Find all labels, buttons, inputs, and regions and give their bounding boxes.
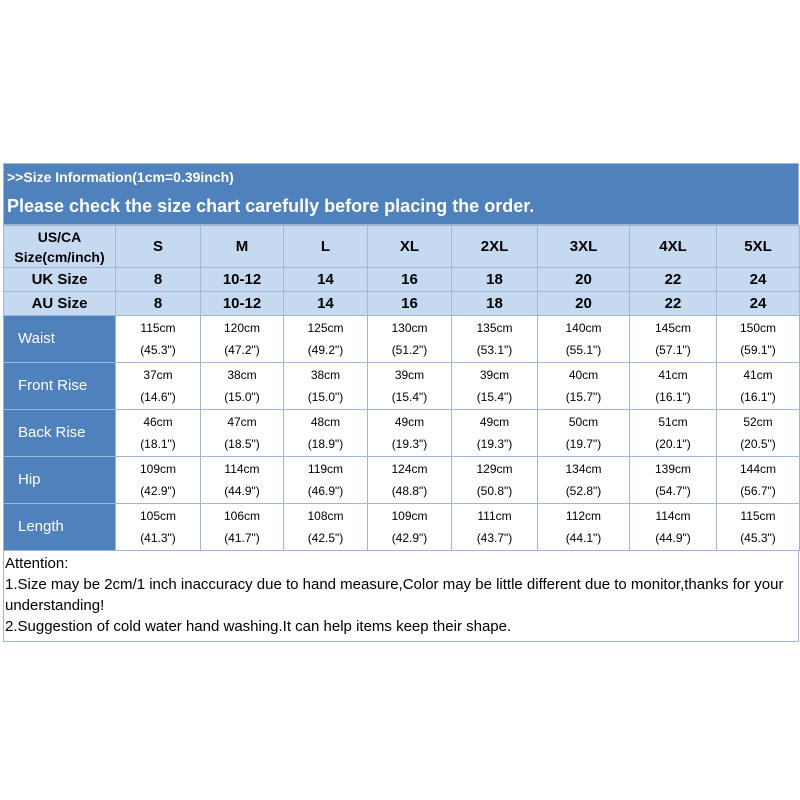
uk-size-row [4, 268, 800, 292]
inch-value: (20.5") [740, 437, 776, 451]
cm-value: 37cm [143, 368, 173, 382]
size-header-cell: 5XL [717, 226, 800, 268]
cm-value: 108cm [307, 509, 344, 523]
size-table [3, 225, 800, 551]
cm-value: 114cm [655, 509, 691, 523]
measurement-cell [284, 363, 368, 410]
us-ca-size-label [4, 226, 116, 268]
inch-value: (19.3") [391, 437, 428, 451]
cm-value: 109cm [391, 509, 428, 523]
measurement-cell [452, 504, 538, 551]
uk-size-cell: 14 [284, 268, 368, 292]
cm-value: 105cm [139, 509, 177, 523]
measurement-cell [284, 316, 368, 363]
au-size-cell: 20 [538, 292, 630, 316]
measurement-cell [284, 504, 368, 551]
cm-value: 140cm [565, 321, 602, 335]
measurement-cell [630, 363, 717, 410]
cm-value: 39cm [394, 368, 425, 382]
au-size-cell: 18 [452, 292, 538, 316]
measurement-cell [452, 316, 538, 363]
inch-value: (44.9") [655, 531, 691, 545]
size-header-cell: L [284, 226, 368, 268]
inch-value: (56.7") [740, 484, 776, 498]
attention-note-2: 2.Suggestion of cold water hand washing.It can help items keep their shape. [5, 618, 512, 635]
cm-value: 51cm [658, 415, 688, 429]
measurement-cell [116, 363, 201, 410]
measurement-cell [538, 410, 630, 457]
measurement-cell [538, 457, 630, 504]
measurement-cell [116, 457, 201, 504]
measurement-row [4, 410, 800, 457]
inch-value: (16.1") [740, 390, 776, 404]
au-size-cell: 24 [717, 292, 800, 316]
cm-value: 41cm [658, 368, 688, 382]
cm-value: 46cm [143, 415, 173, 429]
measurement-cell [284, 410, 368, 457]
cm-value: 39cm [479, 368, 510, 382]
cm-value: 144cm [739, 462, 777, 476]
size-header-cell: 4XL [630, 226, 717, 268]
size-chart-notice: Please check the size chart carefully before placing the order. [3, 189, 799, 225]
measurement-cell [201, 363, 284, 410]
cm-value: 145cm [654, 321, 692, 335]
inch-value: (15.4") [391, 390, 428, 404]
cm-value: 115cm [140, 321, 176, 335]
measurement-cell [368, 504, 452, 551]
uk-size-label: UK Size [4, 268, 116, 292]
measurement-cell [116, 316, 201, 363]
measurement-label: Length [4, 504, 116, 551]
size-info-header: >>Size Information(1cm=0.39inch) [3, 163, 799, 189]
measurement-cell [116, 504, 201, 551]
measurement-cell [201, 504, 284, 551]
attention-notes [3, 551, 799, 642]
measurement-cell [717, 410, 800, 457]
inch-value: (49.2") [307, 343, 344, 357]
measurement-cell [630, 316, 717, 363]
au-size-cell: 22 [630, 292, 717, 316]
cm-value: 41cm [743, 368, 773, 382]
cm-value: 150cm [739, 321, 777, 335]
measurement-cell [717, 504, 800, 551]
measurement-row [4, 363, 800, 410]
cm-value: 134cm [565, 462, 602, 476]
cm-value: 49cm [479, 415, 510, 429]
cm-value: 130cm [391, 321, 428, 335]
inch-value: (14.6") [140, 390, 176, 404]
measurement-cell [538, 316, 630, 363]
attention-title: Attention: [5, 555, 69, 572]
inch-value: (16.1") [655, 390, 691, 404]
size-chart [3, 163, 799, 642]
inch-value: (43.7") [476, 531, 513, 545]
uk-size-cell: 24 [717, 268, 800, 292]
cm-value: 135cm [476, 321, 513, 335]
inch-value: (15.4") [476, 390, 513, 404]
measurement-cell [284, 457, 368, 504]
inch-value: (15.7") [565, 390, 602, 404]
inch-value: (53.1") [476, 343, 513, 357]
measurement-cell [452, 457, 538, 504]
cm-value: 109cm [139, 462, 177, 476]
measurement-cell [538, 504, 630, 551]
uk-size-cell: 20 [538, 268, 630, 292]
au-size-label: AU Size [4, 292, 116, 316]
inch-value: (20.1") [655, 437, 691, 451]
attention-note-1: 1.Size may be 2cm/1 inch inaccuracy due to hand measure,Color may be little different due to monitor,thanks for your understanding! [5, 576, 784, 614]
measurement-label: Front Rise [4, 363, 116, 410]
size-header-cell: 3XL [538, 226, 630, 268]
uk-size-cell: 18 [452, 268, 538, 292]
au-size-cell: 14 [284, 292, 368, 316]
cm-value: 125cm [307, 321, 344, 335]
inch-value: (45.3") [140, 343, 176, 357]
inch-value: (15.0") [224, 390, 260, 404]
measurement-cell [201, 316, 284, 363]
uk-size-cell: 8 [116, 268, 201, 292]
inch-value: (41.3") [140, 531, 176, 545]
cm-value: 38cm [227, 368, 257, 382]
measurement-cell [368, 410, 452, 457]
inch-value: (18.9") [307, 437, 344, 451]
cm-value: 114cm [224, 462, 260, 476]
measurement-label: Waist [4, 316, 116, 363]
measurement-cell [717, 363, 800, 410]
cm-value: 139cm [654, 462, 692, 476]
inch-value: (15.0") [307, 390, 344, 404]
inch-value: (50.8") [476, 484, 513, 498]
inch-value: (45.3") [740, 531, 776, 545]
cm-value: 111cm [477, 509, 512, 523]
inch-value: (59.1") [740, 343, 776, 357]
inch-value: (51.2") [391, 343, 428, 357]
size-header-cell: 2XL [452, 226, 538, 268]
inch-value: (18.1") [140, 437, 176, 451]
cm-value: 129cm [476, 462, 513, 476]
measurement-cell [630, 504, 717, 551]
size-header-cell: XL [368, 226, 452, 268]
measurement-cell [368, 316, 452, 363]
measurement-cell [201, 457, 284, 504]
inch-value: (19.3") [476, 437, 513, 451]
measurement-cell [630, 410, 717, 457]
measurement-cell [717, 457, 800, 504]
inch-value: (55.1") [565, 343, 602, 357]
inch-value: (42.9") [391, 531, 428, 545]
cm-value: 120cm [223, 321, 261, 335]
cm-value: 40cm [568, 368, 599, 382]
inch-value: (52.8") [565, 484, 602, 498]
measurement-row [4, 316, 800, 363]
inch-value: (47.2") [224, 343, 260, 357]
us-ca-label-line2: Size(cm/inch) [14, 248, 105, 265]
measurement-label: Hip [4, 457, 116, 504]
uk-size-cell: 16 [368, 268, 452, 292]
inch-value: (42.5") [307, 531, 344, 545]
measurement-cell [538, 363, 630, 410]
measurement-cell [630, 457, 717, 504]
inch-value: (44.9") [224, 484, 260, 498]
cm-value: 52cm [743, 415, 773, 429]
us-ca-size-row [4, 226, 800, 268]
au-size-row [4, 292, 800, 316]
au-size-cell: 8 [116, 292, 201, 316]
cm-value: 119cm [307, 462, 344, 476]
cm-value: 124cm [391, 462, 428, 476]
measurement-cell [368, 363, 452, 410]
inch-value: (44.1") [565, 531, 602, 545]
cm-value: 50cm [568, 415, 599, 429]
inch-value: (41.7") [224, 531, 260, 545]
inch-value: (48.8") [391, 484, 428, 498]
us-ca-label-line1: US/CA [37, 228, 82, 245]
measurement-cell [452, 410, 538, 457]
cm-value: 47cm [227, 415, 257, 429]
cm-value: 48cm [310, 415, 341, 429]
au-size-cell: 10-12 [201, 292, 284, 316]
inch-value: (19.7") [565, 437, 602, 451]
measurement-cell [452, 363, 538, 410]
cm-value: 38cm [310, 368, 341, 382]
measurement-cell [368, 457, 452, 504]
measurement-cell [717, 316, 800, 363]
inch-value: (57.1") [655, 343, 691, 357]
au-size-cell: 16 [368, 292, 452, 316]
inch-value: (54.7") [655, 484, 691, 498]
size-header-cell: M [201, 226, 284, 268]
uk-size-cell: 22 [630, 268, 717, 292]
measurement-label: Back Rise [4, 410, 116, 457]
measurement-cell [116, 410, 201, 457]
uk-size-cell: 10-12 [201, 268, 284, 292]
inch-value: (42.9") [140, 484, 176, 498]
measurement-row [4, 504, 800, 551]
measurement-row [4, 457, 800, 504]
measurement-cell [201, 410, 284, 457]
inch-value: (46.9") [307, 484, 344, 498]
cm-value: 49cm [394, 415, 425, 429]
inch-value: (18.5") [224, 437, 260, 451]
cm-value: 106cm [223, 509, 261, 523]
cm-value: 115cm [740, 509, 776, 523]
size-header-cell: S [116, 226, 201, 268]
cm-value: 112cm [565, 509, 602, 523]
